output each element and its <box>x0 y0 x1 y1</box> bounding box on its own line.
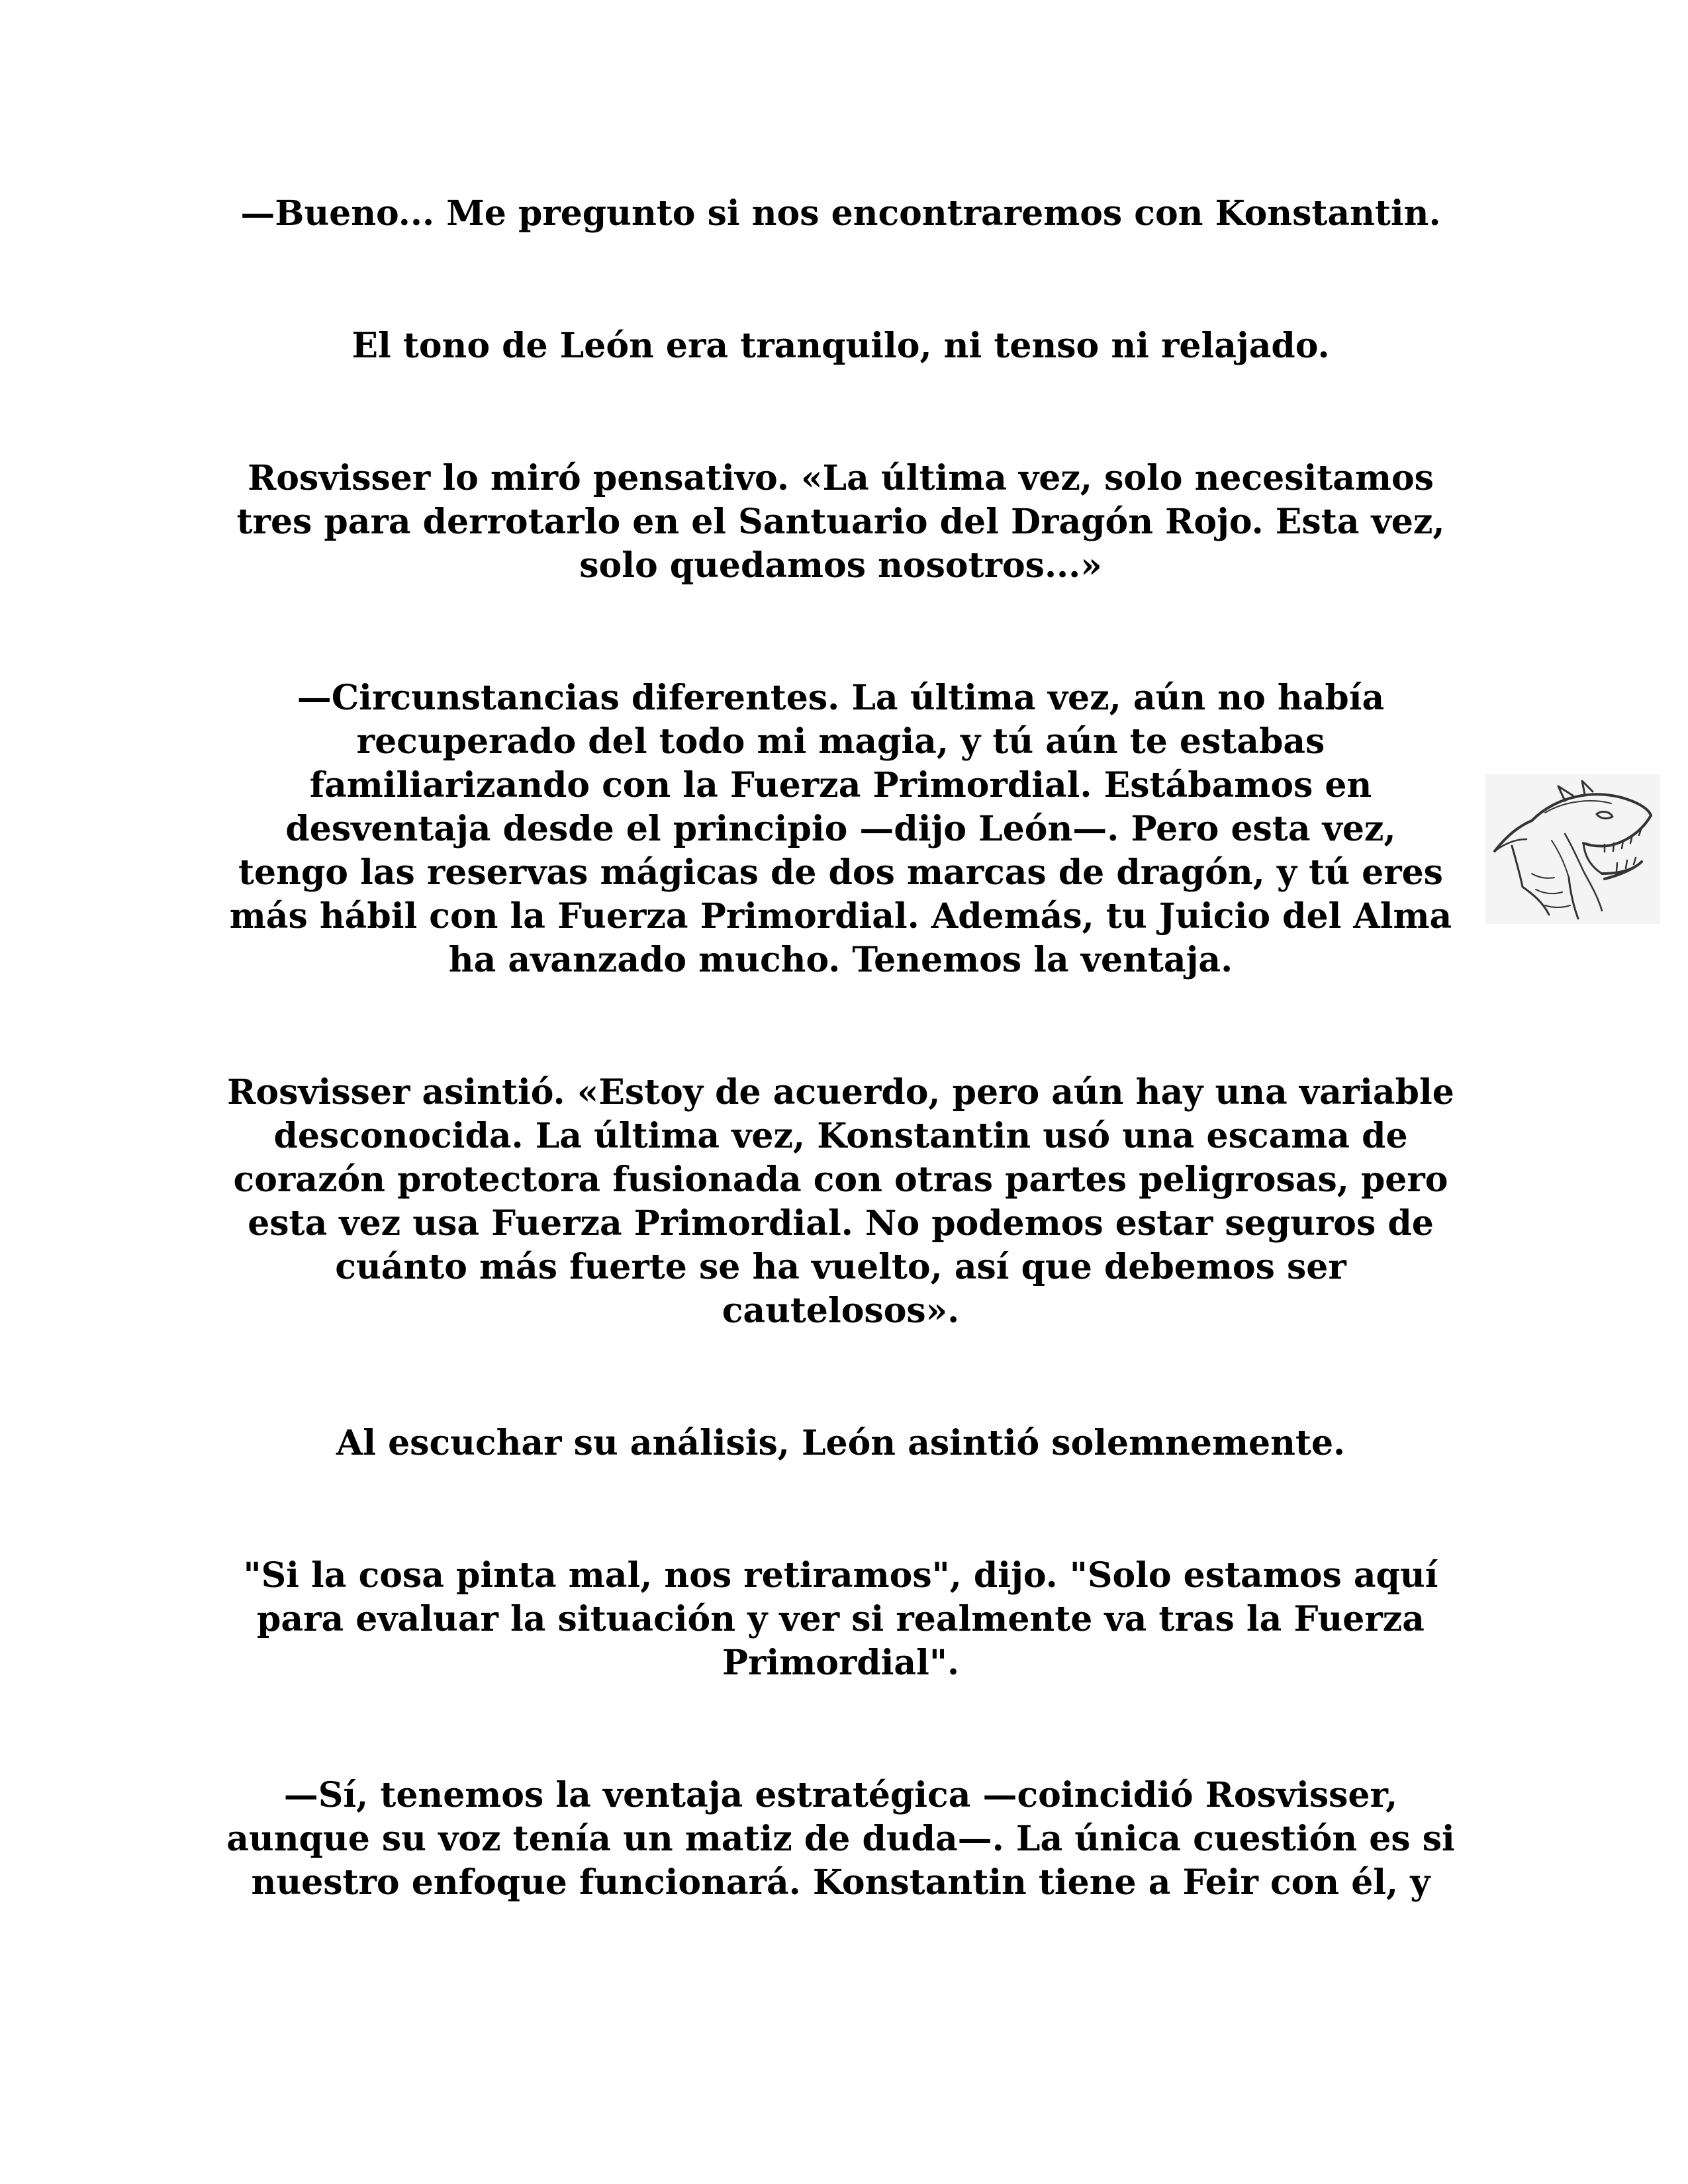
paragraph-7: "Si la cosa pinta mal, nos retiramos", dijo. "Solo estamos aquí para evaluar la situación y ver si realmente va tras la Fuerza Primordial". <box>243 1555 1438 1683</box>
paragraph-5: Rosvisser asintió. «Estoy de acuerdo, pero aún hay una variable desconocida. La última vez, Konstantin usó una escama de corazón protectora fusionada con otras partes peligrosas, pero esta vez usa Fuerza Primordial. No podemos estar seguros de cuánto más fuerte se ha vuelto, así que debemos ser cautelosos». <box>227 1072 1454 1331</box>
paragraph-3: Rosvisser lo miró pensativo. «La última vez, solo necesitamos tres para derrotarlo en el Santuario del Dragón Rojo. Esta vez, solo quedamos nosotros...» <box>236 458 1445 586</box>
paragraph-8: —Sí, tenemos la ventaja estratégica —coincidió Rosvisser, aunque su voz tenía un matiz de duda—. La única cuestión es si nuestro enfoque funcionará. Konstantin tiene a Feir con él, y <box>226 1775 1455 1903</box>
paragraph-1: —Bueno... Me pregunto si nos encontraremos con Konstantin. <box>240 193 1441 234</box>
text-body <box>225 192 1456 1905</box>
paragraph-2: El tono de León era tranquilo, ni tenso ni relajado. <box>352 326 1330 366</box>
paragraph-4: —Circunstancias diferentes. La última vez, aún no había recuperado del todo mi magia, y tú aún te estabas familiarizando con la Fuerza Primordial. Estábamos en desventaja desde el principio —dijo León—. Pero esta vez, tengo las reservas mágicas de dos marcas de dragón, y tú eres más hábil con la Fuerza Primordial. Además, tu Juicio del Alma ha avanzado mucho. Tenemos la ventaja. <box>229 678 1452 980</box>
dragon-head-sketch-icon <box>1485 774 1660 924</box>
paragraph-6: Al escuchar su análisis, León asintió solemnemente. <box>336 1423 1346 1463</box>
